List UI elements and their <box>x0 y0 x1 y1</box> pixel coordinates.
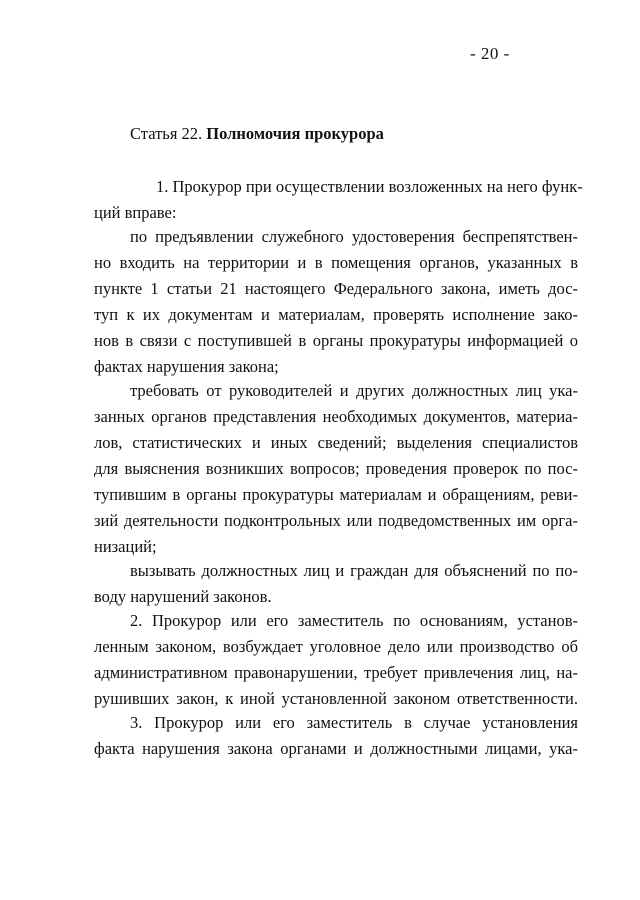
text-line: по предъявлении служебного удостоверения беспрепятствен- <box>130 227 578 246</box>
text-line: ленным законом, возбуждает уголовное дело или производство об <box>94 637 578 656</box>
text-line: для выяснения возникших вопросов; проведения проверок по пос- <box>94 459 578 478</box>
page-number: - 20 - <box>470 44 510 63</box>
text-line: фактах нарушения закона; <box>94 357 279 376</box>
text-line: но входить на территории и в помещения органов, указанных в <box>94 253 578 272</box>
text-line: 3. Прокурор или его заместитель в случае установления <box>130 713 578 732</box>
text-line: рушивших закон, к иной установленной законом ответственности. <box>94 689 578 708</box>
text-line: требовать от руководителей и других должностных лиц ука- <box>130 381 578 400</box>
text-line: 2. Прокурор или его заместитель по основаниям, установ- <box>130 611 578 630</box>
text-line: туп к их документам и материалам, проверять исполнение зако- <box>94 305 578 324</box>
text-line: нов в связи с поступившей в органы прокуратуры информацией о <box>94 331 578 350</box>
text-line: низаций; <box>94 537 157 556</box>
text-line: ций вправе: <box>94 203 177 222</box>
text-line: занных органов представления необходимых документов, материа- <box>94 407 578 426</box>
text-line: зий деятельности подконтрольных или подведомственных им орга- <box>94 511 578 530</box>
article-heading <box>130 124 384 144</box>
text-line: воду нарушений законов. <box>94 587 272 606</box>
text-line: административном правонарушении, требует привлечения лиц, на- <box>94 663 578 682</box>
text-line: 1. Прокурор при осуществлении возложенных на него функ- <box>156 177 583 196</box>
text-line: факта нарушения закона органами и должностными лицами, ука- <box>94 739 578 758</box>
text-line: лов, статистических и иных сведений; выделения специалистов <box>94 433 578 452</box>
text-line: вызывать должностных лиц и граждан для объяснений по по- <box>130 561 578 580</box>
text-line: тупившим в органы прокуратуры материалам и обращениям, реви- <box>94 485 578 504</box>
article-title: Полномочия прокурора <box>206 124 384 143</box>
article-number: Статья 22. <box>130 124 203 143</box>
text-line: пункте 1 статьи 21 настоящего Федерального закона, иметь дос- <box>94 279 578 298</box>
